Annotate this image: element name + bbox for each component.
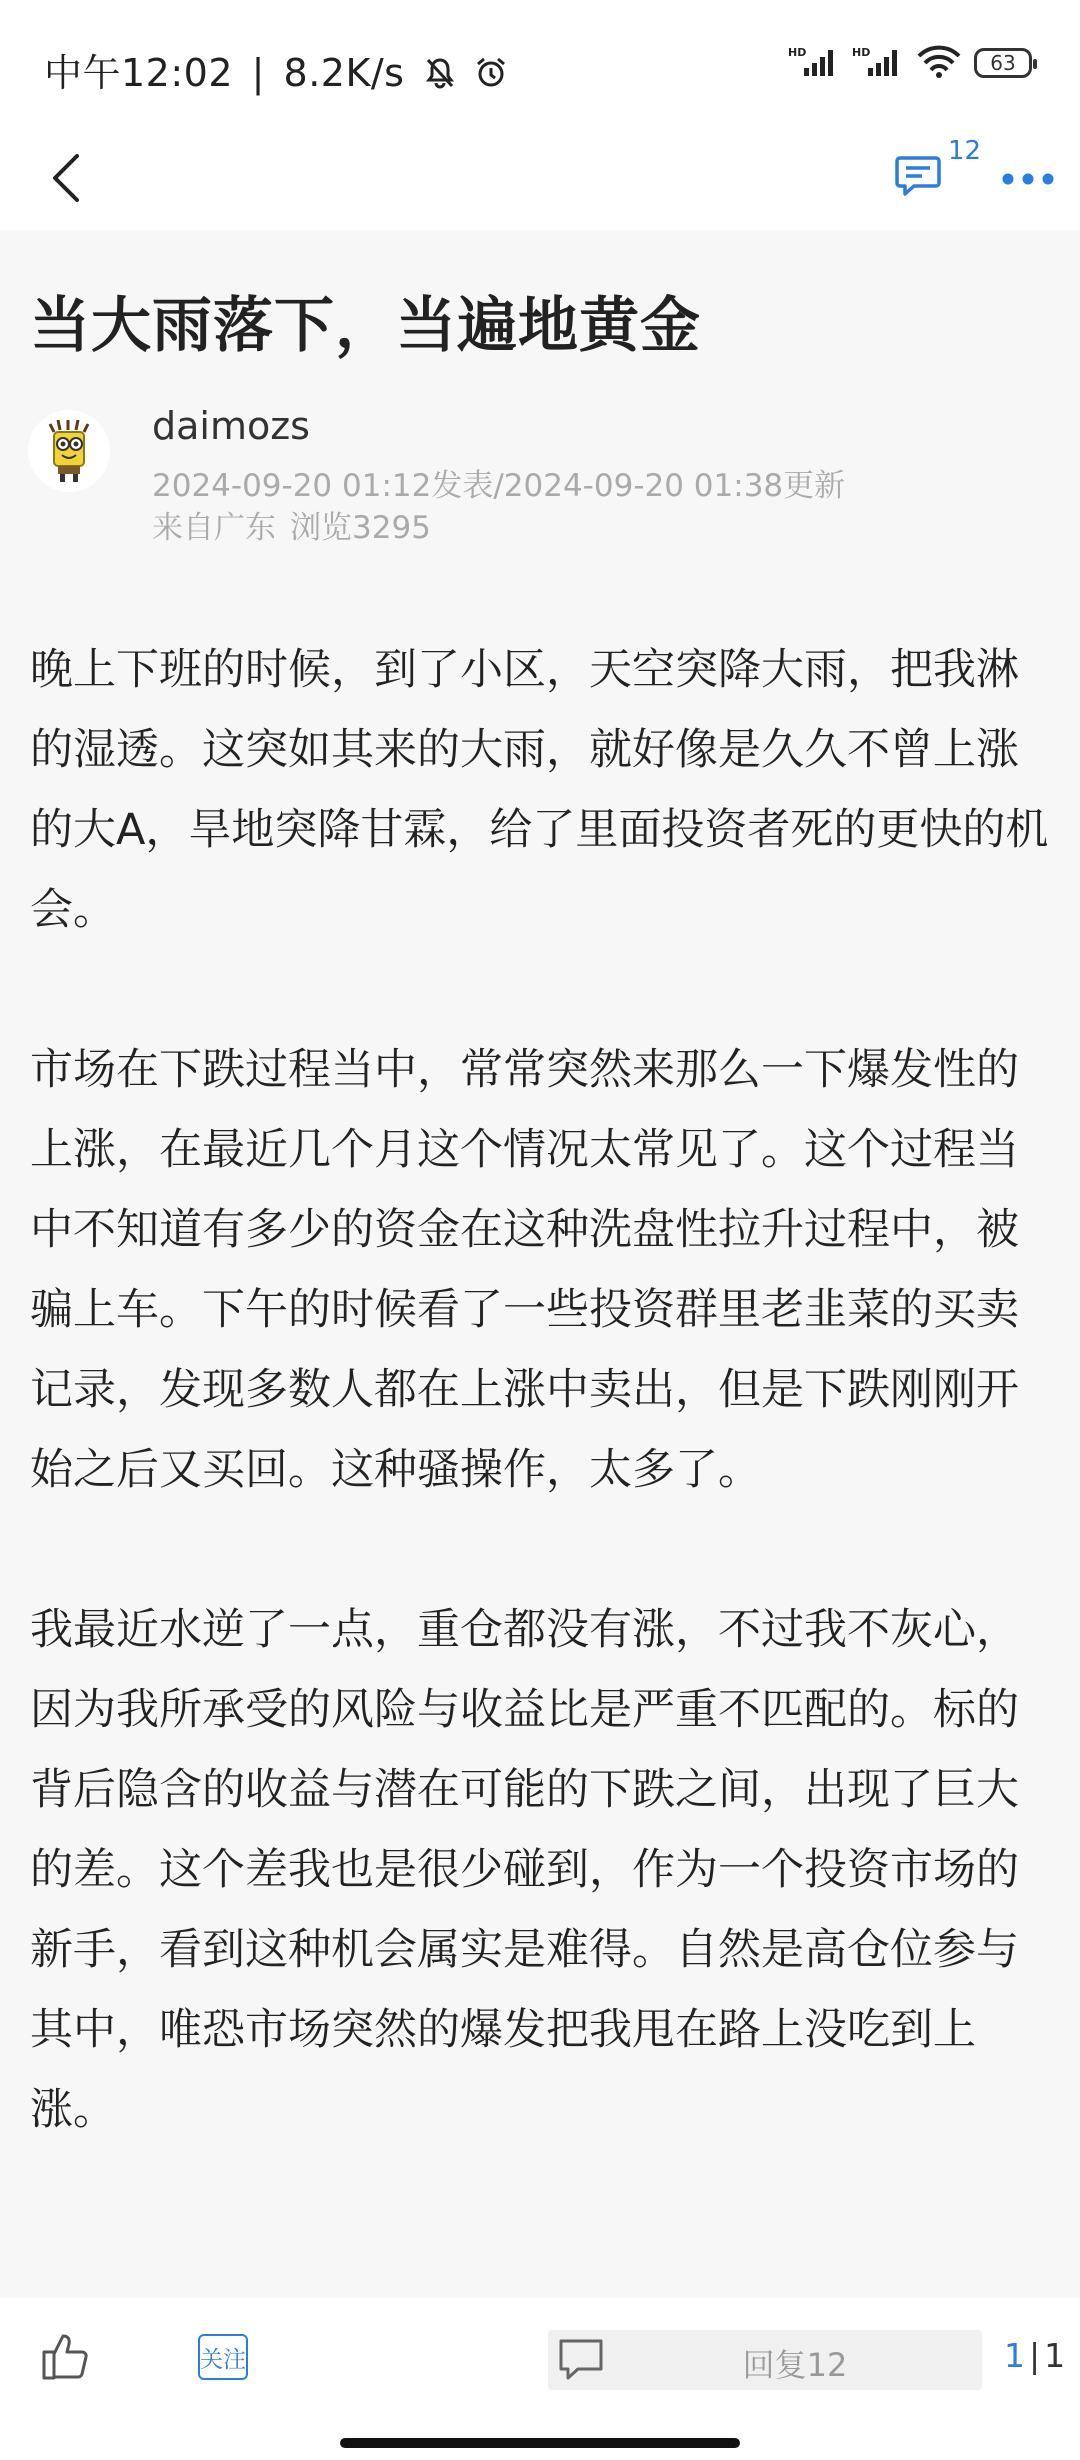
top-nav bbox=[0, 130, 1080, 230]
status-network-speed: 8.2K/s bbox=[283, 51, 405, 95]
author-name[interactable]: daimozs bbox=[152, 404, 310, 448]
status-icons bbox=[788, 44, 1032, 82]
page-separator: | bbox=[1029, 2336, 1041, 2375]
battery-level: 63 bbox=[990, 51, 1016, 75]
reply-input[interactable] bbox=[548, 2330, 982, 2390]
page-total: 1 bbox=[1044, 2336, 1066, 2375]
status-time-text: 中午12:02 bbox=[44, 51, 234, 95]
wifi-icon bbox=[916, 44, 962, 82]
signal-hd-icon bbox=[852, 44, 904, 82]
page-indicator[interactable] bbox=[1004, 2336, 1065, 2375]
article-content bbox=[0, 230, 1080, 2298]
mute-bell-icon bbox=[423, 55, 457, 99]
article-title: 当大雨落下，当遍地黄金 bbox=[30, 291, 701, 361]
back-button[interactable] bbox=[36, 140, 96, 220]
article-paragraph: 晚上下班的时候，到了小区，天空突降大雨，把我淋的湿透。这突如其来的大雨，就好像是久久不曾上涨的大A，旱地突降甘霖，给了里面投资者死的更快的机会。 bbox=[30, 645, 1049, 935]
battery-icon bbox=[974, 48, 1032, 78]
status-bar bbox=[0, 0, 1080, 130]
comment-count-badge: 12 bbox=[948, 136, 982, 166]
svg-text:HD: HD bbox=[852, 46, 871, 59]
article-paragraph: 我最近水逆了一点，重仓都没有涨，不过我不灰心，因为我所承受的风险与收益比是严重不匹配的。标的背后隐含的收益与潜在可能的下跌之间，出现了巨大的差。这个差我也是很少碰到，作为一个投资市场的新手，看到这种机会属实是难得。自然是高仓位参与其中，唯恐市场突然的爆发把我甩在路上没吃到上涨。 bbox=[30, 1605, 1019, 2135]
thumbs-up-icon bbox=[38, 2369, 94, 2388]
more-button[interactable] bbox=[998, 150, 1058, 210]
home-indicator[interactable] bbox=[340, 2438, 740, 2448]
post-timestamps: 2024-09-20 01:12发表/2024-09-20 01:38更新 bbox=[152, 468, 846, 504]
comment-icon bbox=[894, 150, 944, 204]
follow-button[interactable]: 关注 bbox=[198, 2334, 248, 2380]
avatar[interactable] bbox=[28, 410, 110, 492]
post-location: 来自广东 bbox=[152, 510, 276, 546]
bottom-action-bar bbox=[0, 2298, 1080, 2460]
post-meta bbox=[152, 502, 431, 547]
article-paragraph: 市场在下跌过程当中，常常突然来那么一下爆发性的上涨，在最近几个月这个情况太常见了。这个过程当中不知道有多少的资金在这种洗盘性拉升过程中，被骗上车。下午的时候看了一些投资群里老韭菜的买卖记录，发现多数人都在上涨中卖出，但是下跌刚刚开始之后又买回。这种骚操作，太多了。 bbox=[30, 1045, 1019, 1495]
page-current: 1 bbox=[1004, 2336, 1025, 2375]
article-body bbox=[30, 630, 1060, 2230]
more-dots-icon bbox=[1001, 171, 1055, 190]
post-views: 浏览3295 bbox=[290, 510, 431, 546]
reply-placeholder: 回复12 bbox=[742, 2346, 848, 2384]
status-time: 中午12:02 | 8.2K/s bbox=[44, 42, 508, 99]
signal-hd-icon bbox=[788, 44, 840, 82]
back-arrow-icon bbox=[49, 152, 83, 208]
svg-text:HD: HD bbox=[788, 46, 807, 59]
like-button[interactable] bbox=[38, 2328, 98, 2388]
alarm-icon bbox=[474, 55, 508, 99]
